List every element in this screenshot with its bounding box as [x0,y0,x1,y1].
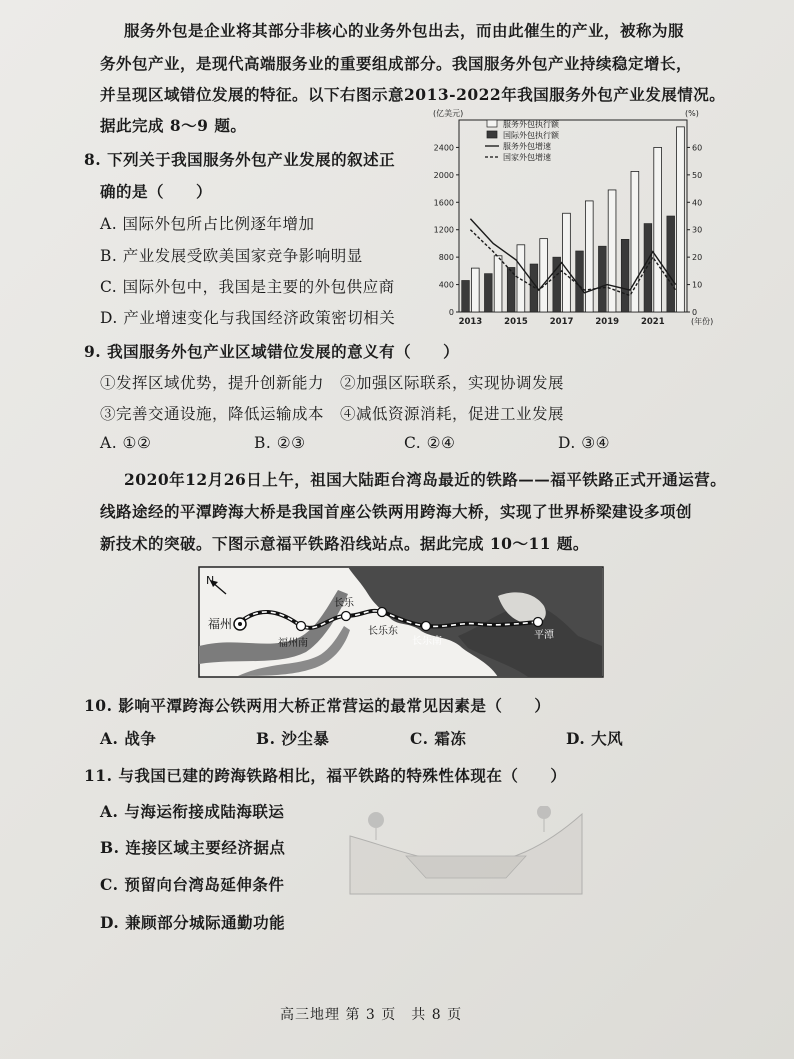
y-right-tick-label: 40 [692,198,703,208]
station-fuzhou [208,617,246,631]
legend-swatch [487,120,497,127]
q11-option-c[interactable]: C. 预留向台湾岛延伸条件 [100,875,285,894]
bar-total [517,245,525,312]
bar-international [462,280,470,312]
plot-frame [459,120,687,312]
bar-total [540,239,548,312]
svg-text:福州: 福州 [208,617,233,631]
bar-international [644,224,652,312]
q11-option-b[interactable]: B. 连接区域主要经济据点 [100,838,286,857]
q9-stem: 9. 我国服务外包产业区域错位发展的意义有（ ） [84,342,460,361]
bar-total [471,268,479,312]
bar-international [667,216,675,312]
bar-total [494,256,502,312]
q8-option-a[interactable]: A. 国际外包所占比例逐年增加 [100,215,315,233]
q9-option-a[interactable]: A. ①② [100,434,152,452]
y-right-tick-label: 10 [692,280,703,290]
y-left-tick-label: 400 [438,280,454,290]
outsourcing-chart [425,104,715,336]
bar-total [654,147,662,312]
y-right-tick-label: 30 [692,225,703,235]
q10-option-c[interactable]: C. 霜冻 [410,729,467,748]
q9-option-b[interactable]: B. ②③ [254,434,306,452]
q11-option-d[interactable]: D. 兼顾部分城际通勤功能 [100,913,286,932]
bar-international [598,246,606,312]
x-tick-label: 2017 [549,317,574,327]
q8-option-b[interactable]: B. 产业发展受欧美国家竞争影响明显 [100,247,363,265]
passage1-line3: 并呈现区域错位发展的特征。以下右图示意2013-2022年我国服务外包产业发展情况。 [100,85,726,104]
y-right-axis-label: (%) [685,109,699,118]
legend-label: 国际外包执行额 [503,131,559,140]
x-tick-label: 2021 [640,317,665,327]
q8-option-d[interactable]: D. 产业增速变化与我国经济政策密切相关 [100,309,396,327]
x-tick-label: 2015 [504,317,528,327]
q10-stem: 10. 影响平潭跨海公铁两用大桥正常营运的最常见因素是（ ） [84,696,551,715]
y-left-tick-label: 800 [438,253,454,263]
y-right-tick-label: 20 [692,253,703,263]
passage1-line2: 务外包产业，是现代高端服务业的重要组成部分。我国服务外包产业持续稳定增长， [100,54,693,73]
passage1-line1: 服务外包是企业将其部分非核心的业务外包出去，而由此催生的产业，被称为服 [124,21,685,40]
svg-text:福州南: 福州南 [278,638,308,649]
page-footer: 高三地理 第 3 页 共 8 页 [280,1007,463,1023]
bar-total [608,190,616,312]
q11-option-a[interactable]: A. 与海运衔接成陆海联运 [100,802,285,821]
north-label: N [206,574,215,587]
railway-map [198,566,604,678]
svg-text:平潭: 平潭 [534,630,554,641]
q9-item-line2: ③完善交通设施，降低运输成本 ④减低资源消耗，促进工业发展 [100,405,565,423]
y-left-tick-label: 2400 [433,143,454,153]
legend-label: 服务外包执行额 [503,120,559,129]
q8-stem-line1: 8. 下列关于我国服务外包产业发展的叙述正 [84,150,396,169]
q9-item-line1: ①发挥区域优势，提升创新能力 ②加强区际联系，实现协调发展 [100,374,565,392]
bar-total [585,201,593,312]
legend-label: 国家外包增速 [503,153,551,162]
svg-text:长乐南: 长乐南 [412,636,442,647]
y-right-tick-label: 0 [692,308,698,317]
bar-international [484,274,492,312]
x-axis-label: (年份) [691,317,714,326]
y-right-tick-label: 50 [692,170,703,180]
y-left-axis-label: (亿美元) [433,109,464,118]
y-left-tick-label: 2000 [433,170,454,180]
passage1-line4: 据此完成 8～9 题。 [100,116,247,135]
y-left-tick-label: 1600 [433,198,454,208]
passage2-line2: 线路途经的平潭跨海大桥是我国首座公铁两用跨海大桥，实现了世界桥梁建设多项创 [100,502,693,521]
y-left-tick-label: 0 [448,308,454,317]
bleedthrough-diagram [346,806,586,898]
x-tick-label: 2013 [458,317,483,327]
q8-stem-line2: 确的是（ ） [100,182,213,201]
bar-international [621,239,629,312]
passage2-line1: 2020年12月26日上午，祖国大陆距台湾岛最近的铁路——福平铁路正式开通运营。 [124,470,727,489]
bar-total [631,171,639,312]
q10-option-d[interactable]: D. 大风 [566,729,624,748]
q10-option-b[interactable]: B. 沙尘暴 [256,729,330,748]
bar-total [677,127,685,312]
legend-swatch [487,131,497,138]
legend-label: 服务外包增速 [503,142,551,151]
svg-text:长乐: 长乐 [334,598,354,609]
q10-option-a[interactable]: A. 战争 [100,729,157,748]
x-tick-label: 2019 [595,317,620,327]
svg-text:长乐东: 长乐东 [368,626,398,637]
q11-stem: 11. 与我国已建的跨海铁路相比，福平铁路的特殊性体现在（ ） [84,766,567,785]
passage2-line3: 新技术的突破。下图示意福平铁路沿线站点。据此完成 10～11 题。 [100,534,589,553]
y-right-tick-label: 60 [692,143,703,153]
q9-option-d[interactable]: D. ③④ [558,434,611,452]
bar-total [563,213,571,312]
bar-international [576,251,584,312]
q8-option-c[interactable]: C. 国际外包中，我国是主要的外包供应商 [100,278,395,296]
y-left-tick-label: 1200 [433,225,454,235]
q9-option-c[interactable]: C. ②④ [404,434,456,452]
